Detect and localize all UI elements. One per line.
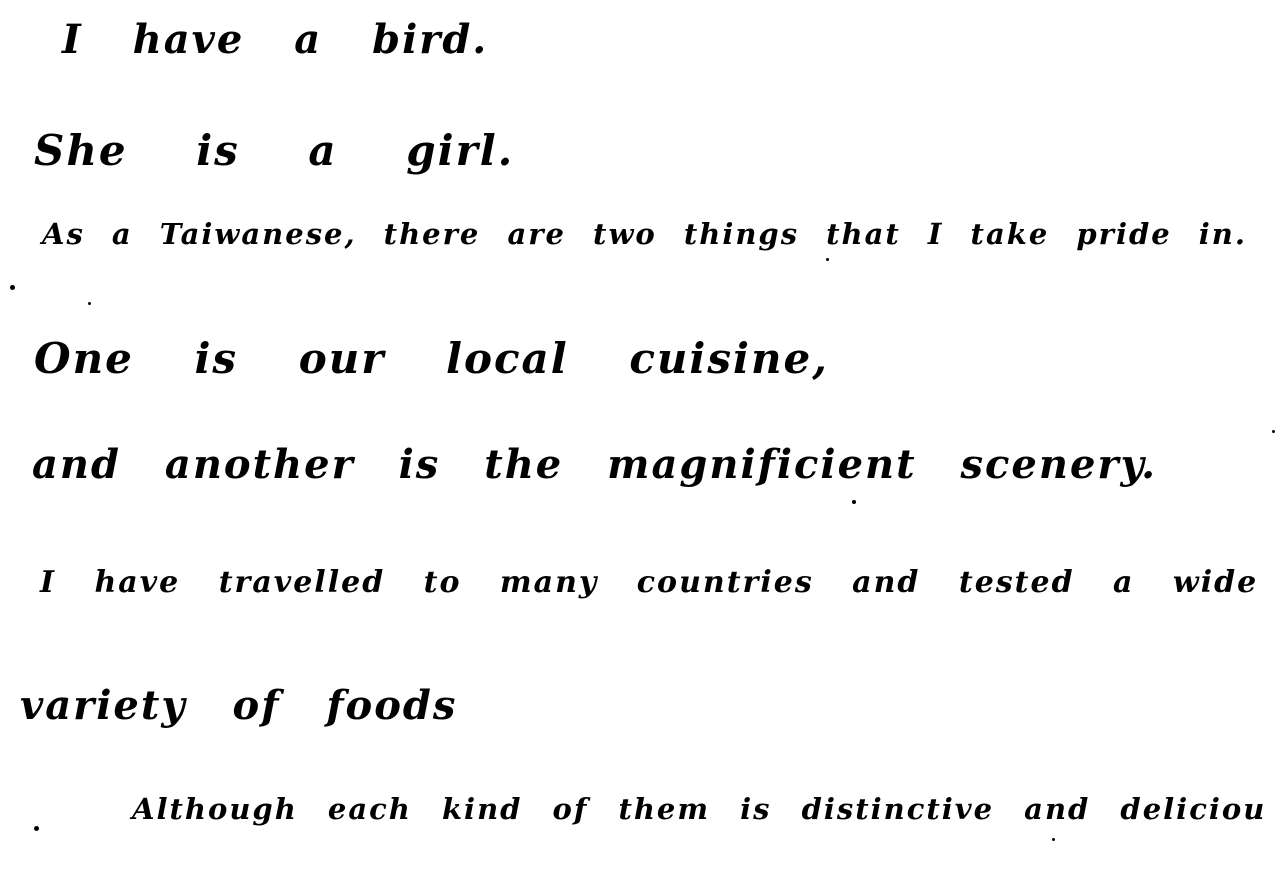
stray-dot <box>852 500 856 504</box>
text-line-8: Although each kind of them is distinctive and deliciou <box>132 792 1267 826</box>
text-line-7: variety of foods <box>20 682 458 729</box>
stray-dot <box>34 826 39 831</box>
text-line-3: As a Taiwanese, there are two things that I take pride in. <box>42 217 1247 251</box>
text-line-4: One is our local cuisine, <box>34 334 829 383</box>
stray-dot <box>88 302 91 305</box>
stray-dot <box>826 258 829 261</box>
text-line-2: She is a girl. <box>34 126 515 175</box>
stray-dot <box>10 285 15 290</box>
text-line-1: I have a bird. <box>62 16 489 63</box>
text-line-6: I have travelled to many countries and tested a wide <box>40 565 1259 600</box>
stray-dot <box>1052 838 1055 841</box>
stray-dot <box>1272 430 1275 433</box>
text-line-5: and another is the magnificient scenery. <box>32 441 1158 488</box>
